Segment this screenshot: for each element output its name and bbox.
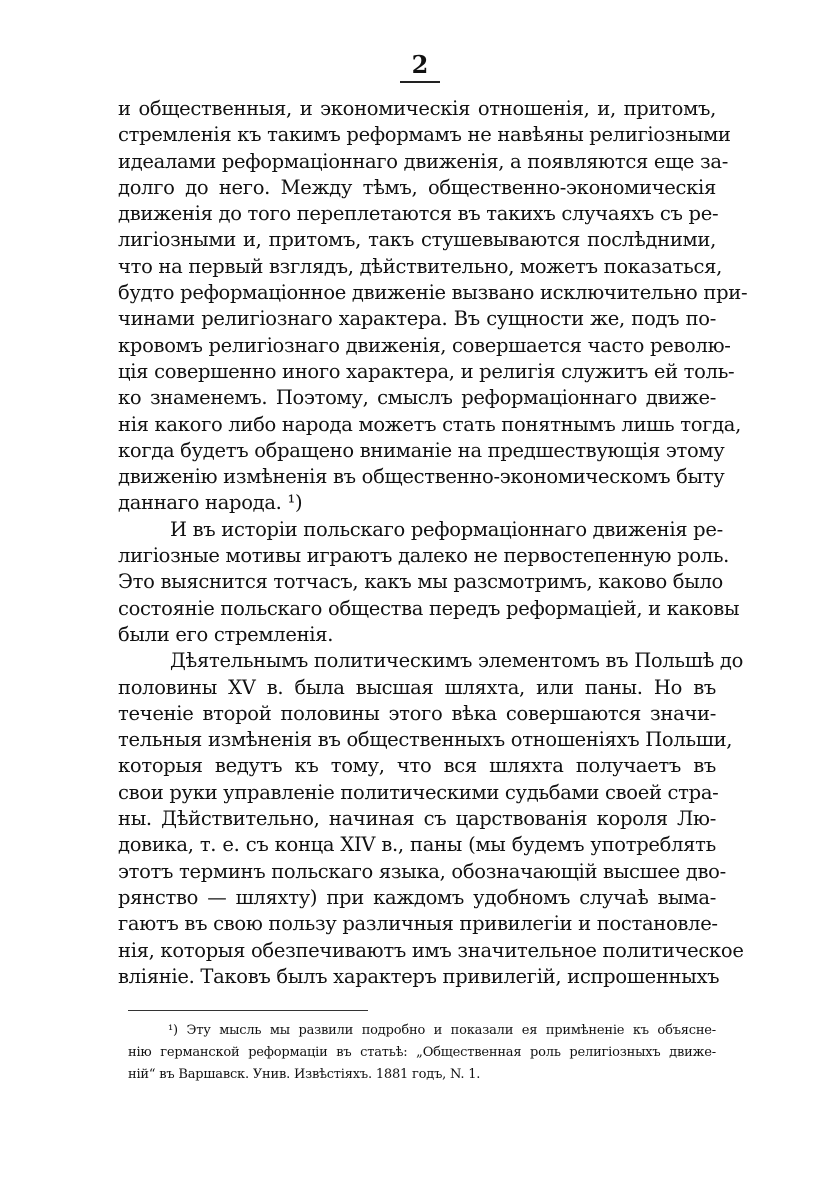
text-line: свои руки управленіе политическими судьбами своей стра- — [118, 780, 719, 804]
text-line: рянство — шляхту) при каждомъ удобномъ случаѣ выма- — [118, 885, 716, 909]
footnote-line: ній“ въ Варшавск. Унив. Извѣстіяхъ. 1881 годъ, N. 1. — [128, 1067, 481, 1082]
text-line: даннаго народа. ¹) — [118, 491, 303, 515]
text-line: чинами религіознаго характера. Въ сущности же, подъ по- — [118, 307, 716, 331]
text-line: вліяніе. Таковъ былъ характеръ привилегій, испрошенныхъ — [118, 964, 720, 988]
text-line: тельныя измѣненія въ общественныхъ отношеніяхъ Польши, — [118, 728, 733, 752]
text-line: когда будетъ обращено вниманіе на предшествующія этому — [118, 438, 725, 462]
text-line: довика, т. е. съ конца XIV в., паны (мы будемъ употреблять — [118, 833, 716, 857]
text-line: половины XV в. была высшая шляхта, или паны. Но въ — [118, 675, 716, 699]
main-text — [118, 96, 748, 990]
text-line: что на первый взглядъ, дѣйствительно, можетъ показаться, — [118, 254, 723, 278]
text-line: лигіозные мотивы играютъ далеко не первостепенную роль. — [118, 544, 730, 568]
text-line: ны. Дѣйствительно, начиная съ царствованія короля Лю- — [118, 807, 716, 831]
text-line: теченіе второй половины этого вѣка совершаются значи- — [118, 701, 716, 725]
text-line: кровомъ религіознаго движенія, совершается часто револю- — [118, 333, 731, 357]
text-line: этотъ терминъ польскаго языка, обозначающій высшее дво- — [118, 859, 726, 883]
text-line: были его стремленія. — [118, 622, 334, 646]
text-line: лигіозными и, притомъ, такъ стушевываются послѣдними, — [118, 228, 716, 252]
page-number-text: 2 — [411, 50, 429, 79]
footnote-line: нію германской реформаціи въ статьѣ: „Общественная роль религіозныхъ движе- — [128, 1045, 716, 1060]
text-line: ко знаменемъ. Поэтому, смыслъ реформаціоннаго движе- — [118, 386, 716, 410]
text-line: которыя ведутъ къ тому, что вся шляхта получаетъ въ — [118, 754, 716, 778]
text-line: нія, которыя обезпечиваютъ имъ значительное политическое — [118, 938, 744, 962]
text-line: И въ исторіи польскаго реформаціоннаго движенія ре- — [170, 517, 723, 541]
text-line: и общественныя, и экономическія отношенія, и, притомъ, — [118, 97, 716, 120]
text-line: идеалами реформаціоннаго движенія, а появляются еще за- — [118, 149, 729, 173]
text-line: Это выяснится тотчасъ, какъ мы разсмотримъ, каково было — [118, 570, 723, 594]
page-number-underline — [400, 81, 440, 83]
text-line: Дѣятельнымъ политическимъ элементомъ въ Польшѣ до — [170, 649, 744, 673]
text-line: нія какого либо народа можетъ стать понятнымъ лишь тогда, — [118, 412, 742, 436]
text-line: будто реформаціонное движеніе вызвано исключительно при- — [118, 281, 748, 305]
footnote — [128, 1020, 716, 1086]
text-line: состояніе польскаго общества передъ реформаціей, и каковы — [118, 596, 740, 620]
page-number — [0, 50, 840, 83]
text-line: гаютъ въ свою пользу различныя привилегіи и постановле- — [118, 912, 718, 936]
text-line: стремленія къ такимъ реформамъ не навѣяны религіозными — [118, 123, 731, 147]
text-line: движенія до того переплетаются въ такихъ случаяхъ съ ре- — [118, 202, 719, 226]
text-line: движенію измѣненія въ общественно-экономическомъ быту — [118, 465, 725, 489]
text-line: ція совершенно иного характера, и религія служитъ ей толь- — [118, 359, 735, 383]
footnote-line: ¹) Эту мысль мы развили подробно и показали ея примѣненіе къ объясне- — [168, 1023, 716, 1038]
footnote-divider — [128, 1010, 368, 1011]
text-line: долго до него. Между тѣмъ, общественно-экономическія — [118, 175, 716, 199]
